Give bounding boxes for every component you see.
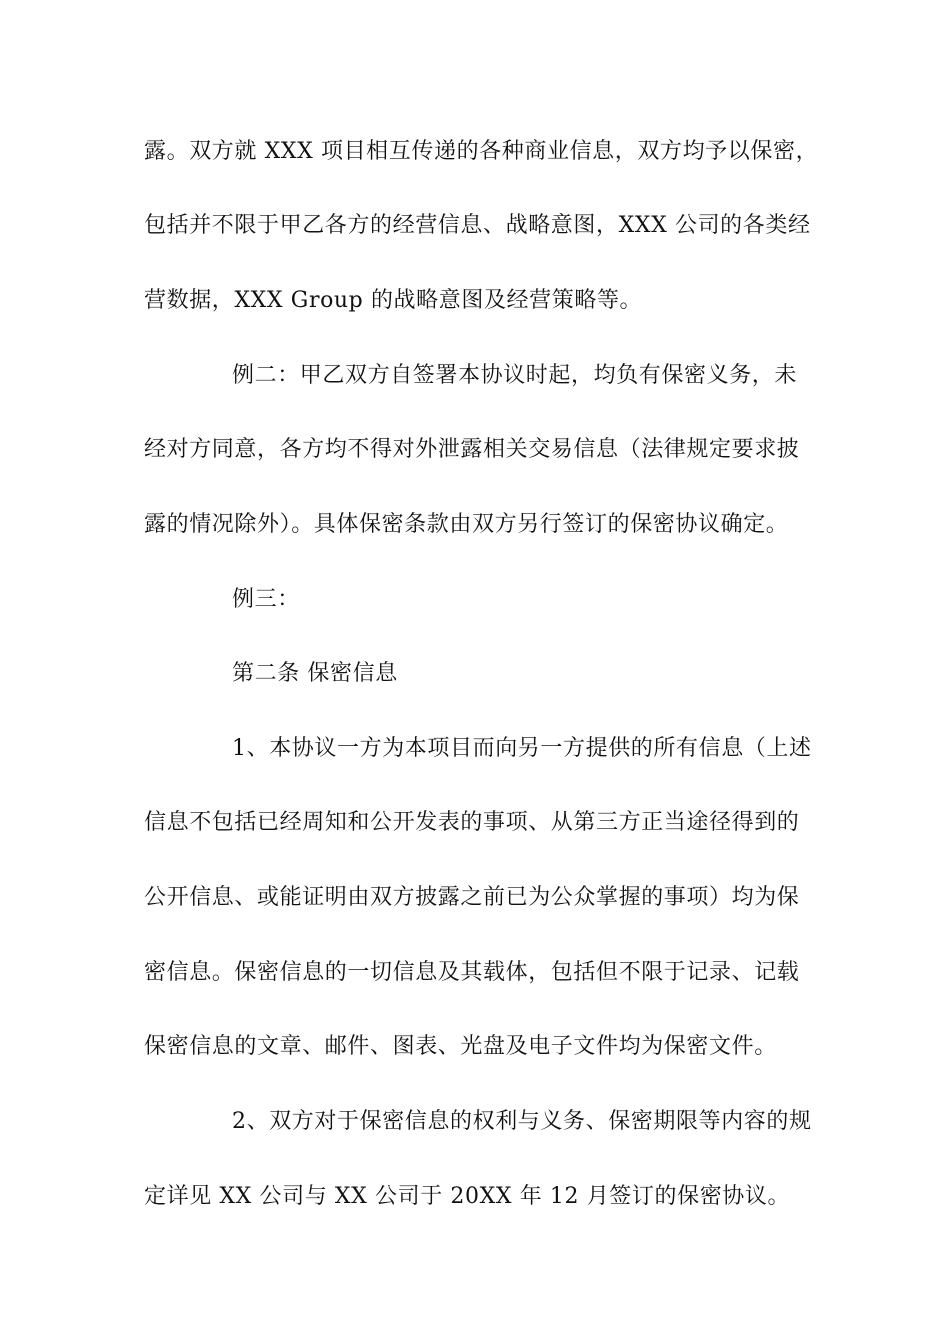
paragraph-line: 例三： — [232, 587, 300, 612]
section-heading: 第二条 保密信息 — [232, 661, 398, 686]
paragraph-line: 露。双方就 XXX 项目相互传递的各种商业信息，双方均予以保密， — [144, 139, 819, 164]
paragraph-line: 例二：甲乙双方自签署本协议时起，均负有保密义务，未 — [232, 363, 798, 388]
paragraph-line: 露的情况除外）。具体保密条款由双方另行签订的保密协议确定。 — [144, 512, 789, 537]
paragraph-line: 密信息。保密信息的一切信息及其载体，包括但不限于记录、记载 — [144, 960, 800, 985]
paragraph-line: 公开信息、或能证明由双方披露之前已为公众掌握的事项）均为保 — [144, 885, 800, 910]
paragraph-line: 营数据，XXX Group 的战略意图及经营策略等。 — [144, 288, 643, 313]
paragraph-line: 2、双方对于保密信息的权利与义务、保密期限等内容的规 — [232, 1109, 812, 1134]
paragraph-line: 定详见 XX 公司与 XX 公司于 20XX 年 12 月签订的保密协议。 — [144, 1184, 791, 1209]
paragraph-line: 信息不包括已经周知和公开发表的事项、从第三方正当途径得到的 — [144, 810, 800, 835]
paragraph-line: 保密信息的文章、邮件、图表、光盘及电子文件均为保密文件。 — [144, 1034, 777, 1059]
paragraph-line: 经对方同意，各方均不得对外泄露相关交易信息（法律规定要求披 — [144, 437, 800, 462]
paragraph-line: 包括并不限于甲乙各方的经营信息、战略意图，XXX 公司的各类经 — [144, 213, 811, 238]
paragraph-line: 1、本协议一方为本项目而向另一方提供的所有信息（上述 — [232, 736, 812, 761]
